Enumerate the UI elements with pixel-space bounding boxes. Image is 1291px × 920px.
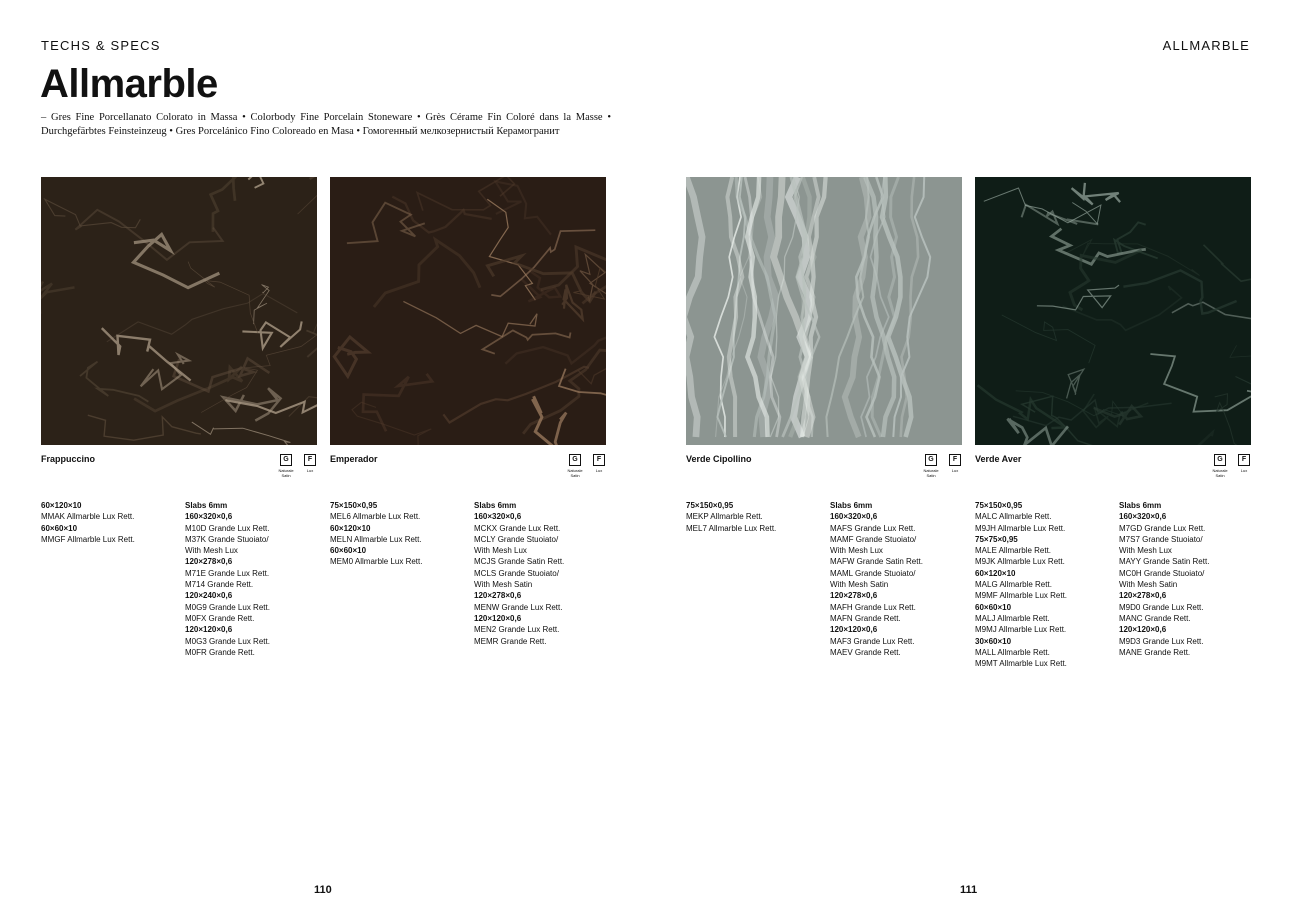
finish-g-icon: G <box>280 454 292 466</box>
spec-heading: 75×150×0,95 <box>975 501 1023 510</box>
spec-item: MEKP Allmarble Rett. <box>686 512 763 522</box>
spec-item: MENW Grande Lux Rett. <box>474 602 563 612</box>
spec-heading: 75×150×0,95 <box>330 501 378 510</box>
finish-f-label: Lux <box>1240 468 1248 473</box>
spec-heading: 160×320×0,6 <box>185 512 233 522</box>
finish-lux <box>300 454 320 473</box>
spec-item: MCLY Grande Stuoiato/ <box>474 534 559 544</box>
spec-heading: 120×120×0,6 <box>474 613 522 623</box>
page-number-left: 110 <box>314 884 332 896</box>
spec-column-frappuccino-slabs <box>185 500 325 658</box>
spec-heading: 120×240×0,6 <box>185 591 233 601</box>
spec-heading: 120×278×0,6 <box>1119 591 1167 601</box>
spec-item: M9MT Allmarble Lux Rett. <box>975 659 1067 669</box>
header-section-label: TECHS & SPECS <box>41 38 161 53</box>
spec-item: MAFW Grande Satin Rett. <box>830 557 923 567</box>
spec-item: M0G9 Grande Lux Rett. <box>185 602 270 612</box>
product-card-emperador <box>330 177 606 478</box>
spec-item: With Mesh Lux <box>1119 546 1172 556</box>
finish-f-icon: F <box>1238 454 1250 466</box>
finish-f-icon: F <box>949 454 961 466</box>
spec-heading: 75×150×0,95 <box>686 501 734 510</box>
spec-item: MAEV Grande Rett. <box>830 647 901 657</box>
spec-item: M9MJ Allmarble Lux Rett. <box>975 625 1067 635</box>
finish-f-icon: F <box>593 454 605 466</box>
product-card-verde-aver <box>975 177 1251 478</box>
spec-item: M7GD Grande Lux Rett. <box>1119 523 1206 533</box>
spec-heading: 60×60×10 <box>975 602 1012 612</box>
spec-item: With Mesh Satin <box>830 580 889 590</box>
spec-item: MAMF Grande Stuoiato/ <box>830 534 917 544</box>
spec-item: MMGF Allmarble Lux Rett. <box>41 534 135 544</box>
spec-column-verde-cipollino-slabs <box>830 500 970 658</box>
spec-heading: 120×278×0,6 <box>830 591 878 601</box>
finish-f-label: Lux <box>951 468 959 473</box>
spec-item: MEM0 Allmarble Lux Rett. <box>330 557 423 567</box>
finish-g-icon: G <box>1214 454 1226 466</box>
page-number-right: 111 <box>960 884 978 896</box>
spec-heading: 160×320×0,6 <box>474 512 522 522</box>
spec-item: With Mesh Satin <box>1119 580 1178 590</box>
swatch-frappuccino <box>41 177 317 445</box>
spec-column-verde-aver-slabs <box>1119 500 1259 658</box>
spec-item: MAYY Grande Satin Rett. <box>1119 557 1210 567</box>
spec-column-emperador-slabs <box>474 500 614 647</box>
spec-heading: Slabs 6mm <box>474 501 517 510</box>
spec-item: M0FX Grande Rett. <box>185 613 255 623</box>
swatch-verde-cipollino <box>686 177 962 445</box>
spec-item: M0FR Grande Rett. <box>185 647 255 657</box>
product-name: Frappuccino <box>41 454 96 464</box>
spec-item: MALC Allmarble Rett. <box>975 512 1052 522</box>
spec-item: MCJS Grande Satin Rett. <box>474 557 565 567</box>
spec-item: With Mesh Lux <box>185 546 238 556</box>
spec-item: MEL7 Allmarble Lux Rett. <box>686 523 777 533</box>
page-subtitle: – Gres Fine Porcellanato Colorato in Massa • Colorbody Fine Porcelain Stoneware • Grès Cérame Fin Coloré dans la Masse • Durchgefärbtes Feinsteinzeug • Gres Porcelánico Fino Coloreado en Masa • Гомогенный мелкозернистый Керамогранит <box>41 112 611 137</box>
finish-f-label: Lux <box>595 468 603 473</box>
spec-item: M10D Grande Lux Rett. <box>185 523 270 533</box>
spec-heading: 160×320×0,6 <box>1119 512 1167 522</box>
finish-g-icon: G <box>925 454 937 466</box>
spec-heading: 60×120×10 <box>41 501 82 510</box>
spec-item: MCKX Grande Lux Rett. <box>474 523 561 533</box>
spec-item: MALJ Allmarble Rett. <box>975 613 1050 623</box>
spec-item: M9D3 Grande Lux Rett. <box>1119 636 1204 646</box>
finish-g-label: Naturale Satin <box>1212 468 1228 478</box>
spec-heading: 120×120×0,6 <box>1119 625 1167 635</box>
finish-f-label: Lux <box>306 468 314 473</box>
product-name: Emperador <box>330 454 378 464</box>
spec-item: MMAK Allmarble Lux Rett. <box>41 512 135 522</box>
spec-heading: Slabs 6mm <box>185 501 228 510</box>
spec-heading: 120×120×0,6 <box>185 625 233 635</box>
finish-naturale-satin <box>921 454 941 478</box>
product-name: Verde Cipollino <box>686 454 752 464</box>
finish-lux <box>589 454 609 473</box>
spec-item: M9MF Allmarble Lux Rett. <box>975 591 1068 601</box>
product-name: Verde Aver <box>975 454 1022 464</box>
finish-lux <box>945 454 965 473</box>
page-title: Allmarble <box>40 62 218 106</box>
spec-heading: 120×120×0,6 <box>830 625 878 635</box>
finish-g-icon: G <box>569 454 581 466</box>
spec-item: M9JK Allmarble Lux Rett. <box>975 557 1065 567</box>
spec-heading: 75×75×0,95 <box>975 534 1018 544</box>
spec-item: MCLS Grande Stuoiato/ <box>474 568 559 578</box>
finish-g-label: Naturale Satin <box>567 468 583 478</box>
spec-item: MANE Grande Rett. <box>1119 647 1191 657</box>
product-card-frappuccino <box>41 177 317 478</box>
spec-item: M7S7 Grande Stuoiato/ <box>1119 534 1203 544</box>
spec-heading: 120×278×0,6 <box>185 557 233 567</box>
spec-item: M37K Grande Stuoiato/ <box>185 534 269 544</box>
swatch-verde-aver <box>975 177 1251 445</box>
spec-item: MELN Allmarble Lux Rett. <box>330 534 422 544</box>
spec-item: M9D0 Grande Lux Rett. <box>1119 602 1204 612</box>
product-card-verde-cipollino <box>686 177 962 478</box>
spec-item: MAF3 Grande Lux Rett. <box>830 636 915 646</box>
spec-item: M71E Grande Lux Rett. <box>185 568 270 578</box>
spec-heading: 60×60×10 <box>41 523 78 533</box>
spec-heading: 120×278×0,6 <box>474 591 522 601</box>
spec-item: MAFH Grande Lux Rett. <box>830 602 916 612</box>
spec-heading: 160×320×0,6 <box>830 512 878 522</box>
spec-heading: 30×60×10 <box>975 636 1012 646</box>
spec-column-frappuccino-tiles <box>41 500 181 545</box>
spec-heading: 60×120×10 <box>975 568 1016 578</box>
spec-item: MANC Grande Rett. <box>1119 613 1191 623</box>
spec-item: MALG Allmarble Rett. <box>975 580 1052 590</box>
header-brand-label: ALLMARBLE <box>1162 38 1250 53</box>
spec-heading: 60×120×10 <box>330 523 371 533</box>
swatch-emperador <box>330 177 606 445</box>
finish-g-label: Naturale Satin <box>278 468 294 478</box>
spec-item: MAML Grande Stuoiato/ <box>830 568 916 578</box>
spec-item: MEL6 Allmarble Lux Rett. <box>330 512 421 522</box>
spec-item: MEN2 Grande Lux Rett. <box>474 625 560 635</box>
finish-naturale-satin <box>276 454 296 478</box>
spec-item: With Mesh Satin <box>474 580 533 590</box>
spec-item: M0G3 Grande Lux Rett. <box>185 636 270 646</box>
spec-item: MALE Allmarble Rett. <box>975 546 1052 556</box>
spec-item: With Mesh Lux <box>474 546 527 556</box>
spec-item: MAFS Grande Lux Rett. <box>830 523 916 533</box>
spec-item: MALL Allmarble Rett. <box>975 647 1050 657</box>
spec-item: With Mesh Lux <box>830 546 883 556</box>
spec-item: M9JH Allmarble Lux Rett. <box>975 523 1066 533</box>
spec-item: MAFN Grande Rett. <box>830 613 901 623</box>
spec-column-verde-cipollino-tiles <box>686 500 826 534</box>
finish-g-label: Naturale Satin <box>923 468 939 478</box>
spec-item: MC0H Grande Stuoiato/ <box>1119 568 1205 578</box>
spec-item: MEMR Grande Rett. <box>474 636 547 646</box>
finish-naturale-satin <box>1210 454 1230 478</box>
spec-item: M714 Grande Rett. <box>185 580 254 590</box>
finish-naturale-satin <box>565 454 585 478</box>
spec-column-verde-aver-tiles <box>975 500 1115 669</box>
spec-column-emperador-tiles <box>330 500 470 568</box>
finish-f-icon: F <box>304 454 316 466</box>
spec-heading: Slabs 6mm <box>1119 501 1162 510</box>
finish-lux <box>1234 454 1254 473</box>
spec-heading: 60×60×10 <box>330 546 367 556</box>
spec-heading: Slabs 6mm <box>830 501 873 510</box>
